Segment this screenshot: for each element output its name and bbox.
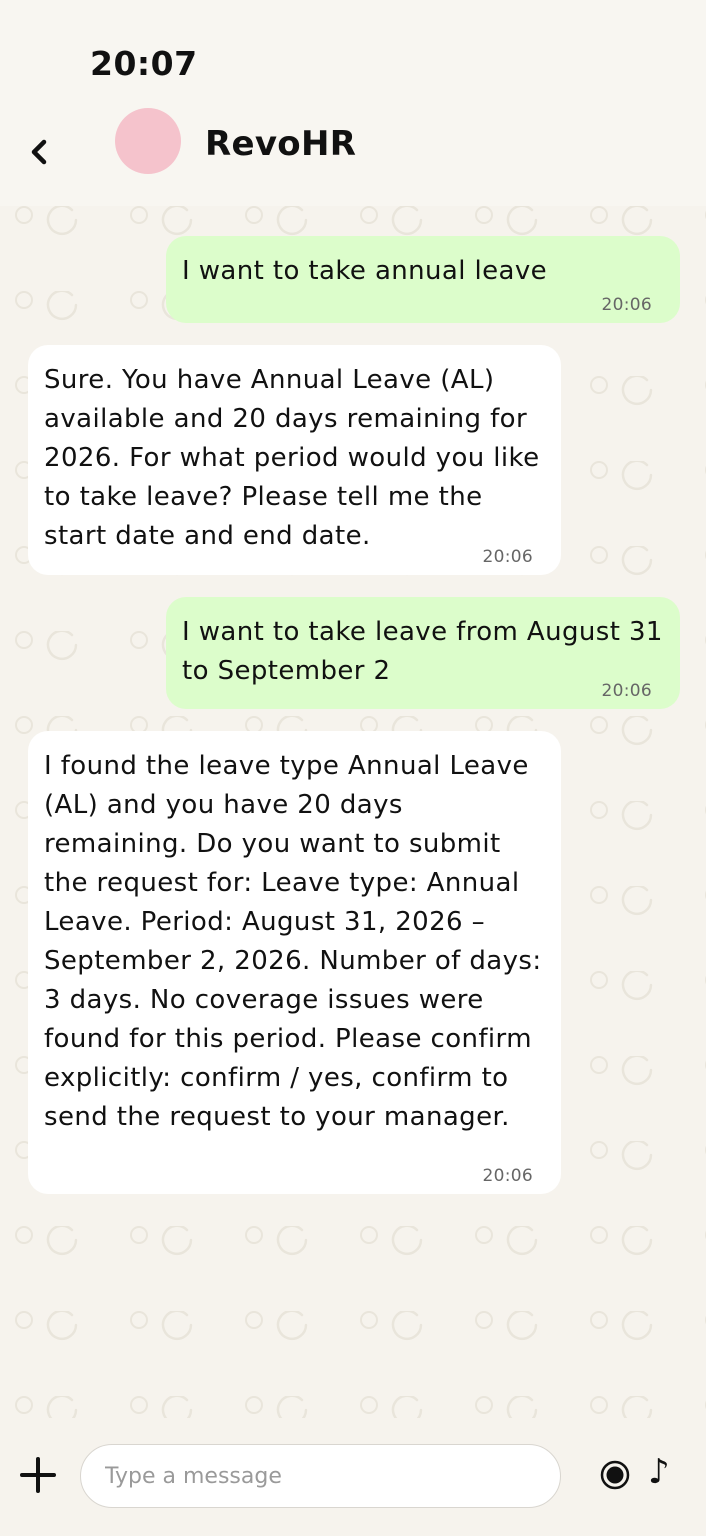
camera-button[interactable] bbox=[598, 1458, 632, 1492]
camera-icon bbox=[598, 1458, 632, 1492]
status-time: 20:07 bbox=[90, 44, 198, 83]
message-text: I found the leave type Annual Leave (AL) and you have 20 days remaining. Do you want to submit the request for: Leave type: Annual Leave. Period: August 31, 2026 – September 2, 2026. Number of days: 3 days. No coverage issues were found for this period. Please confirm explicitly: confirm / yes, confirm to send the request to your manager. bbox=[44, 751, 542, 1132]
message-time: 20:06 bbox=[482, 1166, 533, 1186]
message-input[interactable] bbox=[80, 1444, 561, 1508]
message-text: Sure. You have Annual Leave (AL) available and 20 days remaining for 2026. For what period would you like to take leave? Please tell me the start date and end date. bbox=[44, 365, 540, 551]
contact-name[interactable]: RevoHR bbox=[205, 124, 357, 164]
message-list[interactable] bbox=[0, 206, 706, 1418]
plus-icon bbox=[18, 1455, 58, 1495]
message-bubble-outgoing[interactable] bbox=[166, 236, 680, 323]
message-bubble-incoming[interactable] bbox=[28, 731, 561, 1194]
message-time: 20:06 bbox=[601, 681, 652, 701]
message-time: 20:06 bbox=[482, 547, 533, 567]
chat-header bbox=[0, 0, 706, 206]
back-button[interactable] bbox=[22, 130, 56, 174]
audio-button[interactable] bbox=[648, 1452, 670, 1492]
music-note-icon: ♪ bbox=[648, 1452, 670, 1492]
message-text: I want to take leave from August 31 to September 2 bbox=[182, 617, 663, 686]
message-time: 20:06 bbox=[601, 295, 652, 315]
message-text: I want to take annual leave bbox=[182, 256, 548, 286]
attach-button[interactable] bbox=[18, 1455, 58, 1495]
message-bubble-incoming[interactable] bbox=[28, 345, 561, 575]
message-bubble-outgoing[interactable] bbox=[166, 597, 680, 709]
chevron-left-icon bbox=[28, 137, 50, 167]
avatar[interactable] bbox=[115, 108, 181, 174]
